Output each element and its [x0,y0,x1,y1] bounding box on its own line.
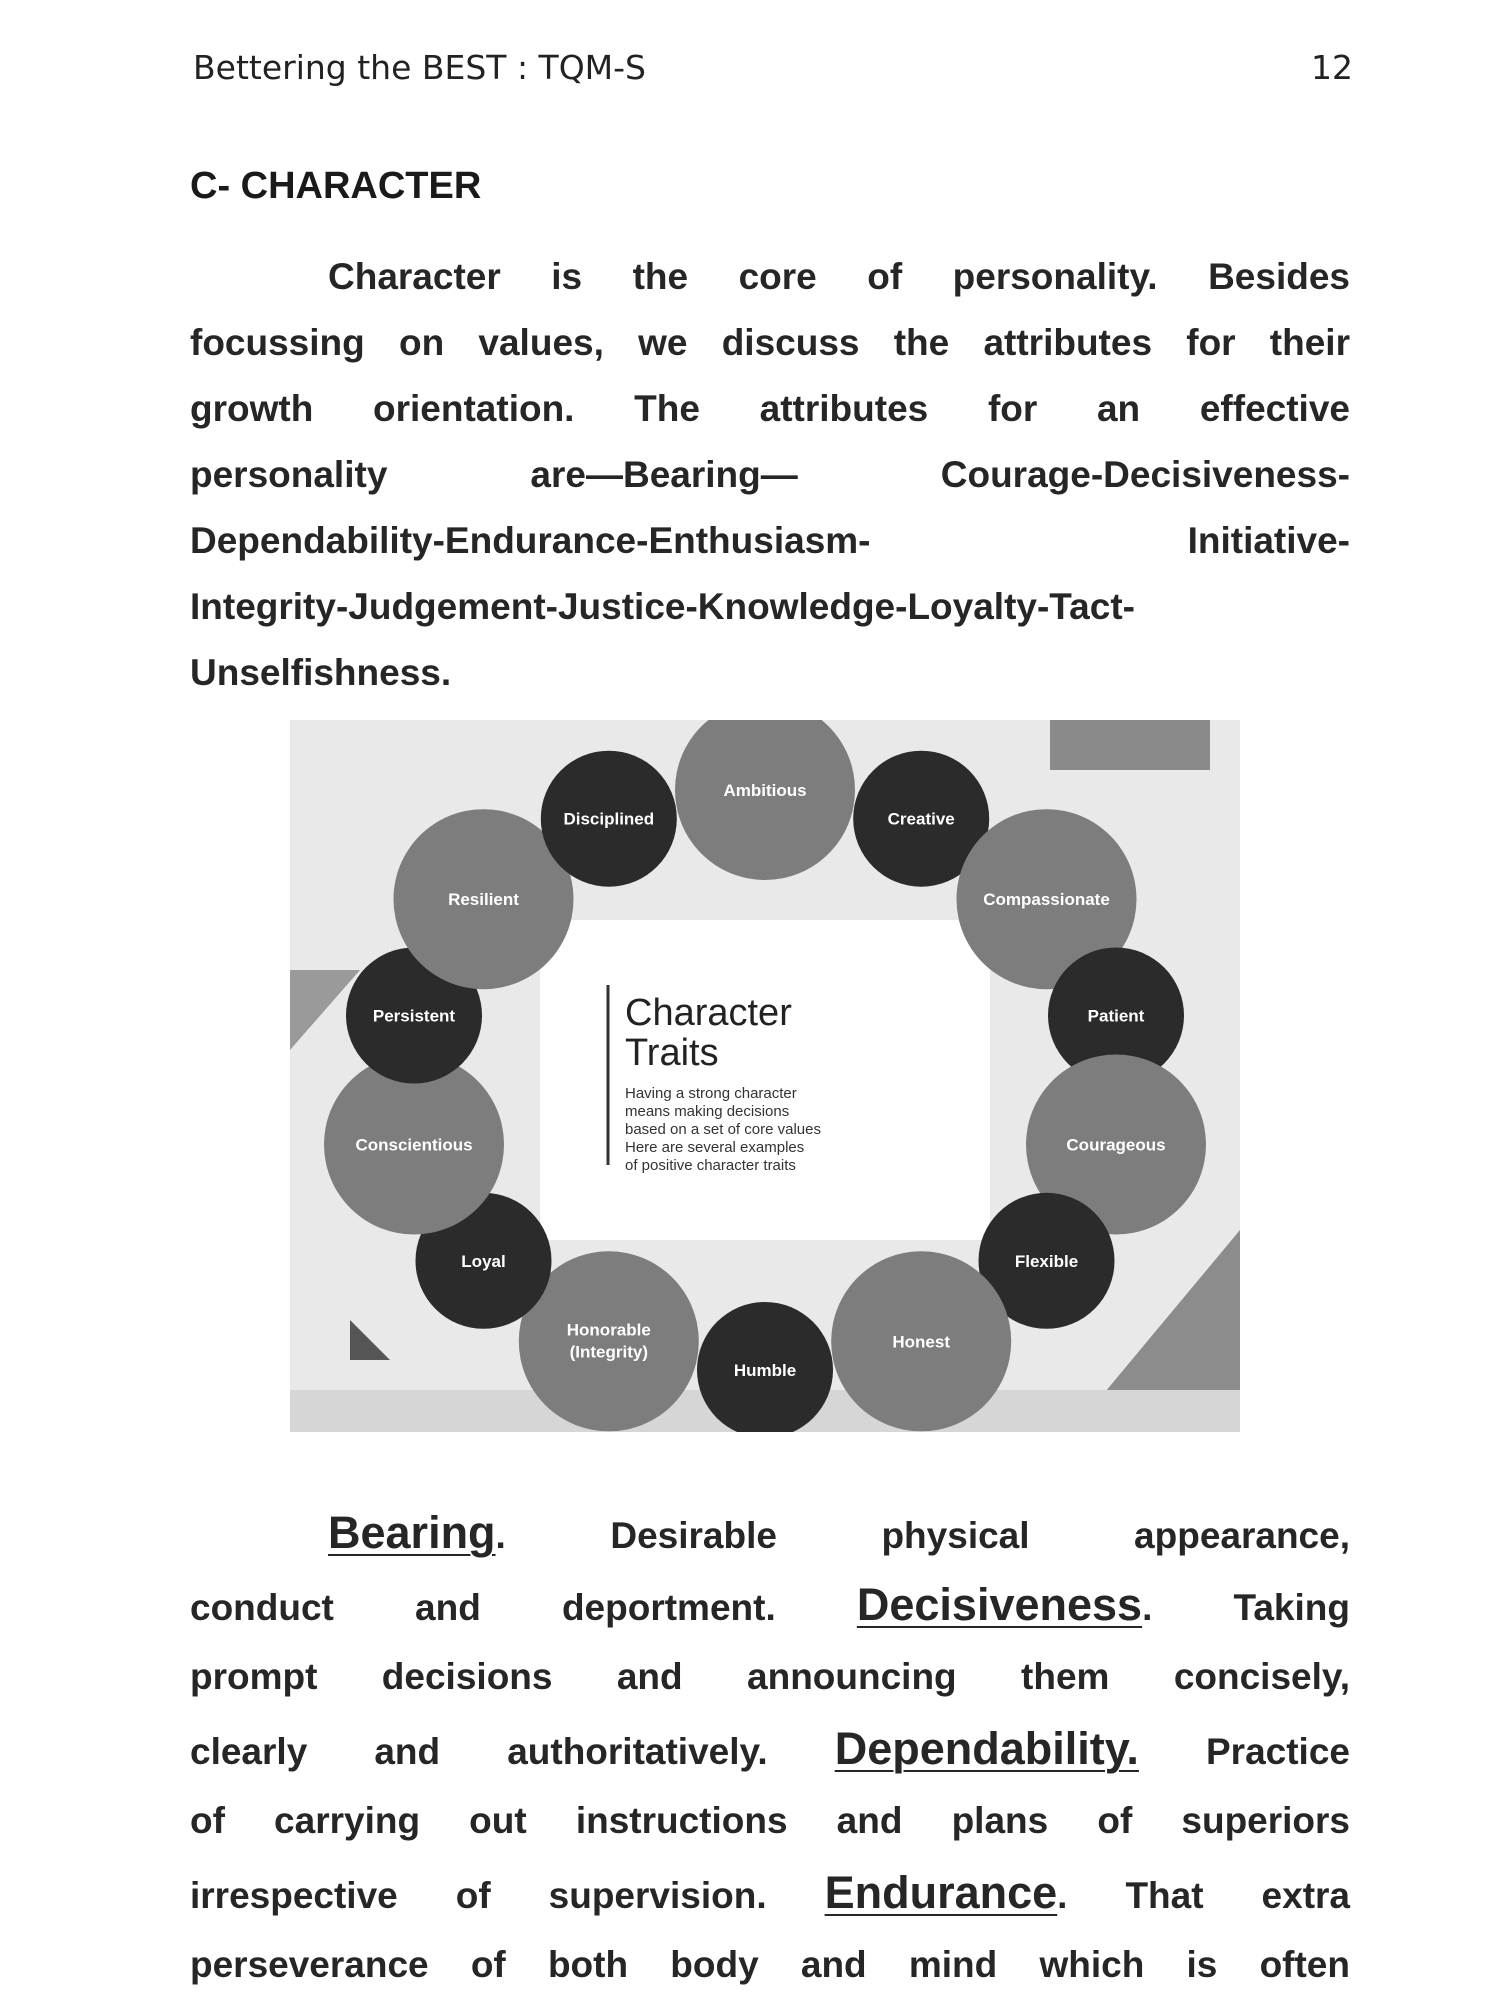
definition-line: of carrying out instructions and plans of superiors [190,1800,1350,1841]
intro-line: growth orientation. The attributes for an effective [190,388,1350,429]
trait-label: Disciplined [563,809,655,829]
trait-label: Humble [733,1361,797,1380]
figure-title-line1: Character [625,992,792,1034]
trait-label: Resilient [448,890,519,910]
trait-node [541,751,677,887]
trait-label: Courageous [1066,1135,1166,1155]
trait-label: Conscientious [355,1135,473,1155]
character-traits-diagram [290,720,1240,1432]
trait-label: Creative [887,809,955,829]
page-number: 12 [1311,48,1353,87]
intro-paragraph [190,244,1350,706]
intro-line: Integrity-Judgement-Justice-Knowledge-Loyalty-Tact- [190,586,1135,627]
trait-label: Flexible [1014,1251,1079,1271]
figure-description-line: Having a strong character [625,1085,797,1102]
definition-line: irrespective of supervision. Endurance. That extra [190,1867,1350,1918]
term-decisiveness: Decisiveness [856,1579,1143,1630]
trait-label: Ambitious [723,781,807,800]
intro-line: Dependability-Endurance-Enthusiasm- Initiative- [190,520,1350,561]
trait-node [831,1251,1011,1431]
trait-label: Persistent [372,1006,456,1026]
trait-label: Patient [1087,1006,1145,1026]
intro-line: focussing on values, we discuss the attributes for their [190,322,1350,363]
figure-description-line: means making decisions [625,1103,790,1120]
figure-title-line2: Traits [625,1032,719,1074]
trait-node [697,1302,833,1432]
figure-description-line: of positive character traits [625,1157,796,1174]
definition-line: Bearing. Desirable physical appearance, [328,1507,1350,1558]
trait-label: (Integrity) [569,1342,648,1362]
trait-label: Honest [892,1332,951,1352]
character-traits-figure [290,720,1240,1432]
trait-label: Compassionate [983,890,1110,910]
running-header [193,48,1353,98]
definition-line: prompt decisions and announcing them concisely, [190,1656,1350,1697]
definition-line: clearly and authoritatively. Dependability. Practice [190,1723,1350,1774]
trait-label: Honorable [566,1320,651,1340]
term-endurance: Endurance [824,1867,1058,1918]
term-bearing: Bearing [328,1507,496,1558]
figure-description-line: based on a set of core values [625,1121,821,1138]
term-dependability: Dependability. [834,1723,1139,1774]
book-title: Bettering the BEST : TQM-S [193,48,647,87]
definition-line: conduct and deportment. Decisiveness. Taking [190,1579,1350,1630]
section-heading: C- CHARACTER [190,165,482,207]
definitions-paragraph [190,1497,1350,2001]
definition-line: perseverance of both body and mind which is often [190,1944,1350,1985]
figure-description-line: Here are several examples [625,1139,805,1156]
intro-line: personality are—Bearing— Courage-Decisiveness- [190,454,1350,495]
decor-block [1050,720,1210,770]
intro-line: Character is the core of personality. Besides [328,256,1350,297]
intro-line: Unselfishness. [190,652,452,693]
trait-label: Loyal [461,1251,506,1271]
